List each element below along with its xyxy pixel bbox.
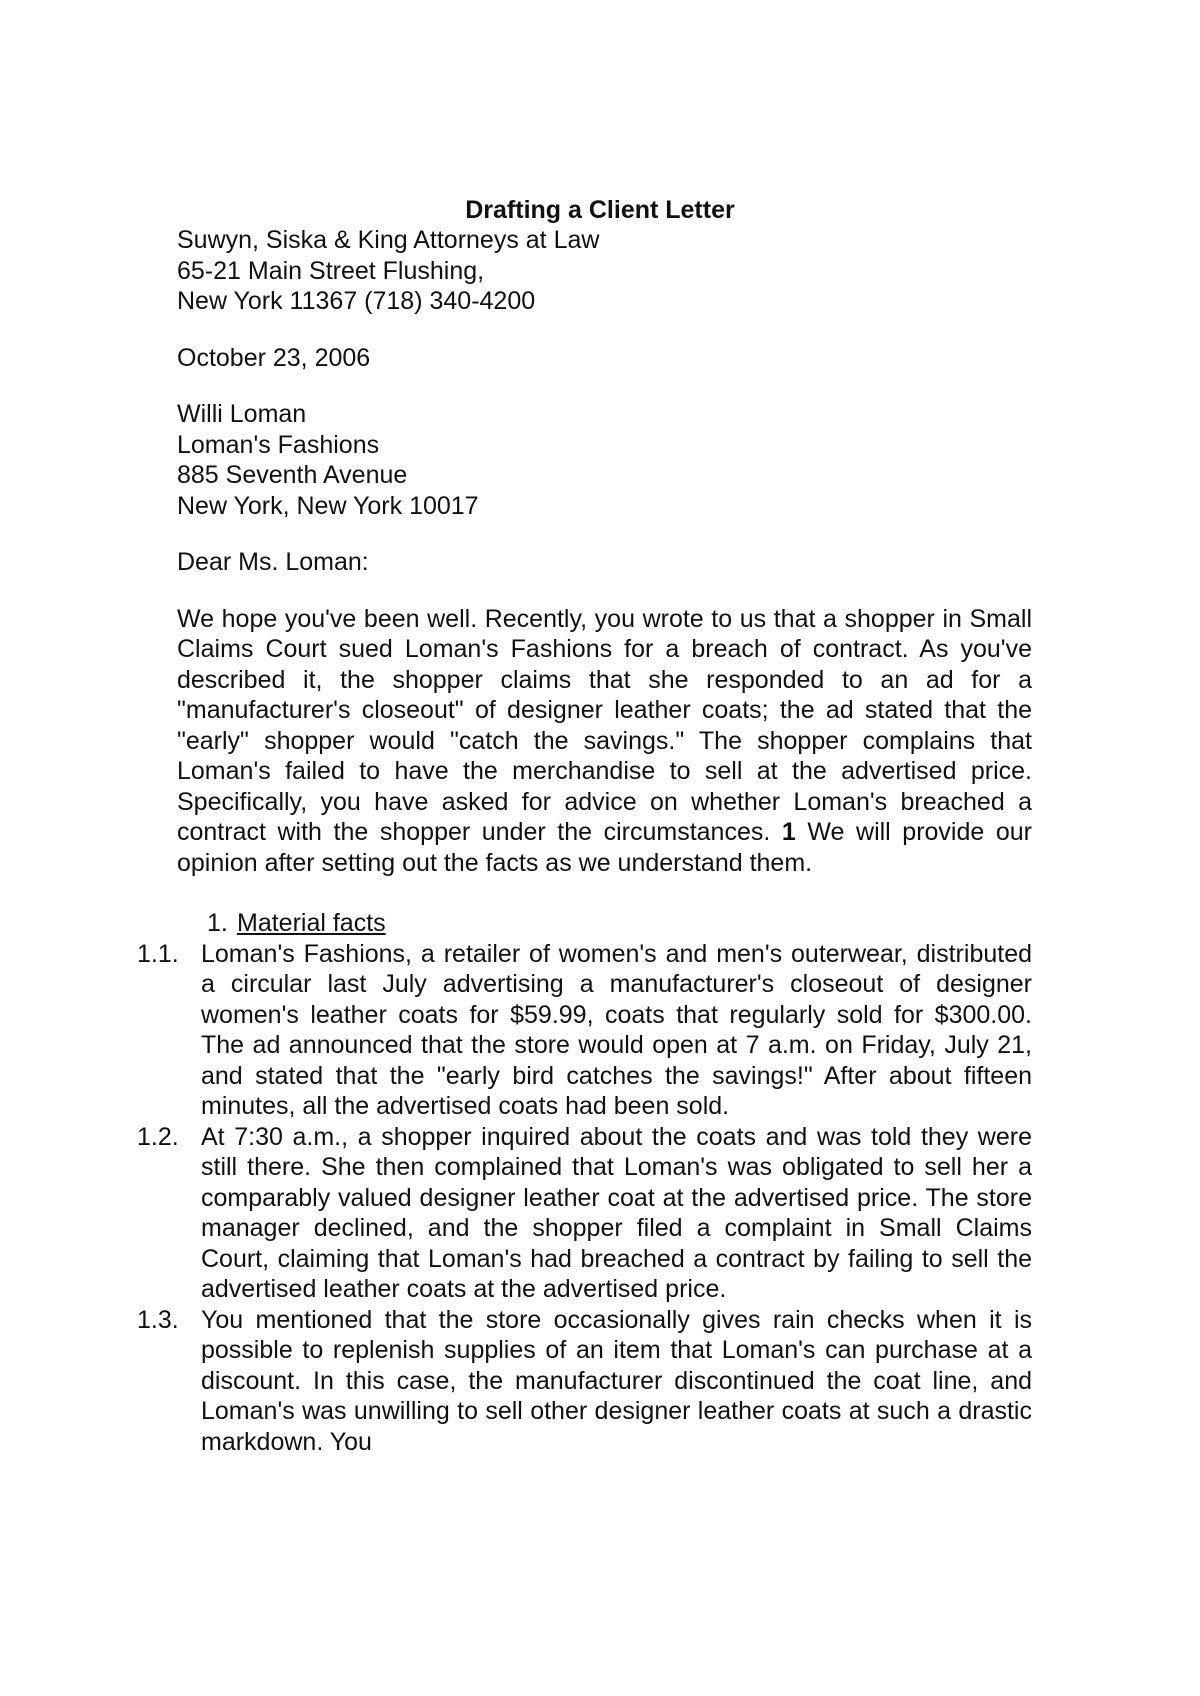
section-number: 1. [207,909,228,937]
recipient-line: Loman's Fashions [177,430,380,459]
salutation: Dear Ms. Loman: [177,548,369,576]
list-item [100,1305,1032,1458]
letterhead-line: New York 11367 (718) 340-4200 [177,287,536,315]
recipient-line: 885 Seventh Avenue [177,461,408,489]
section-title: Material facts [237,909,386,937]
footnote-marker: 1 [781,818,796,846]
section-heading [177,908,1032,939]
item-number: 1.3. [137,1305,179,1334]
intro-tail: We will provide our opinion after setting out the facts as we understand them. [177,818,1032,877]
recipient-address [177,399,1032,521]
letter-date: October 23, 2006 [177,343,371,372]
material-facts-section [137,908,1032,1457]
item-text: At 7:30 a.m., a shopper inquired about the coats and was told they were still there. She then complained that Loman's was obligated to sell her a comparably valued designer leather coat at the advertised price. The store manager declined, and the shopper filed a complaint in Small Claims Court, claiming that Loman's had breached a contract by failing to sell the advertised leather coats at the advertised price. [201,1122,1032,1303]
list-item [100,1122,1032,1305]
document-title: Drafting a Client Letter [465,196,735,224]
item-text: You mentioned that the store occasionally gives rain checks when it is possible to replenish supplies of an item that Loman's can purchase at a discount. In this case, the manufacturer discontinued the coat line, and Loman's was unwilling to sell other designer leather coats at such a drastic markdown. You [201,1305,1032,1456]
letterhead [177,225,1032,317]
item-number: 1.2. [137,1122,179,1151]
list-item [100,939,1032,1122]
item-number: 1.1. [137,939,179,968]
recipient-line: Willi Loman [177,400,307,428]
letterhead-line: Suwyn, Siska & King Attorneys at Law [177,226,600,254]
recipient-line: New York, New York 10017 [177,491,479,520]
intro-paragraph [177,604,1032,879]
letter-body [137,225,1032,1457]
item-text: Loman's Fashions, a retailer of women's and men's outerwear, distributed a circular last July advertising a manufacturer's closeout of designer women's leather coats for $59.99, coats that regularly sold for $300.00. The ad announced that the store would open at 7 a.m. on Friday, July 21, and stated that the "early bird catches the savings!" After about fifteen minutes, all the advertised coats had been sold. [201,939,1032,1120]
intro-text: We hope you've been well. Recently, you wrote to us that a shopper in Small Claims Court sued Loman's Fashions for a breach of contract. As you've described it, the shopper claims that she responded to an ad for a "manufacturer's closeout" of designer leather coats; the ad stated that the "early" shopper would "catch the savings." The shopper complains that Loman's failed to have the merchandise to sell at the advertised price. Specifically, you have asked for advice on whether Loman's breached a contract with the shopper under the circumstances. [177,604,1032,846]
letterhead-line: 65-21 Main Street Flushing, [177,256,485,285]
